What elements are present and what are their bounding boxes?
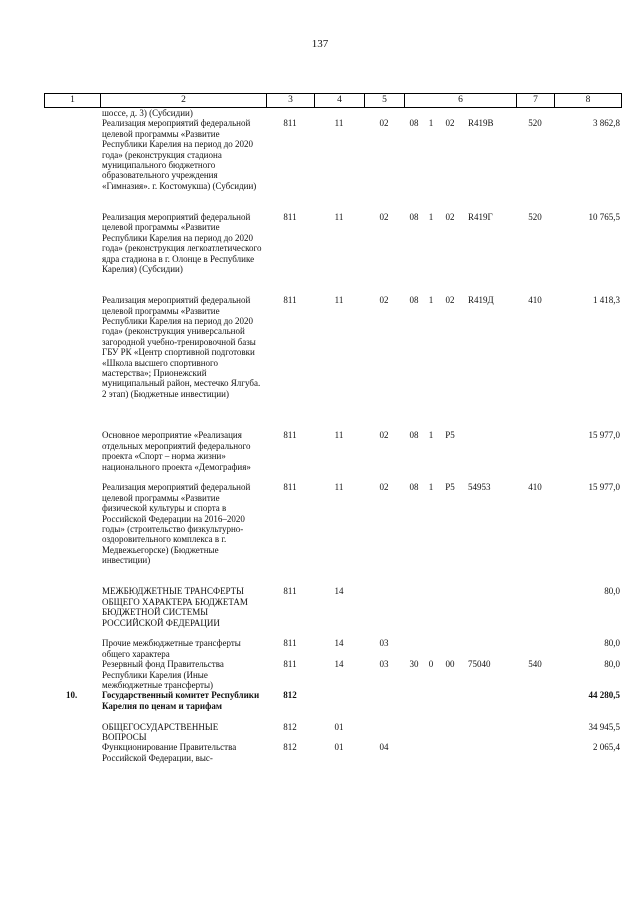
amount: 15 977,0 — [588, 430, 620, 441]
table-row — [44, 118, 622, 212]
expense-type-code: 410 — [528, 295, 542, 306]
ministry-code: 811 — [283, 659, 297, 670]
target-article-part-3: 02 — [445, 295, 455, 306]
target-article-part-4 — [462, 722, 516, 743]
table-row — [44, 586, 622, 638]
section-code: 14 — [334, 638, 344, 649]
header-col-5: 5 — [364, 94, 404, 107]
section-code: 01 — [334, 721, 344, 732]
target-article-part-1: 08 — [409, 482, 419, 493]
target-article-part-1 — [404, 638, 424, 659]
target-article-part-3 — [438, 742, 462, 763]
section-code: 11 — [334, 295, 344, 306]
row-name: ОБЩЕГОСУДАРСТВЕННЫЕ ВОПРОСЫ — [102, 721, 219, 742]
target-article-part-3: P5 — [445, 430, 455, 441]
subsection-code: 02 — [379, 295, 389, 306]
row-name: Государственный комитет Республики Карелия по ценам и тарифам — [102, 690, 260, 711]
table-row — [44, 295, 622, 430]
page-number: 137 — [311, 38, 329, 50]
table-row — [44, 690, 622, 721]
row-name: Функционирование Правительства Российской Федерации, выс- — [102, 742, 237, 763]
subsection-code — [364, 108, 404, 118]
target-article-part-1 — [404, 722, 424, 743]
header-col-7: 7 — [516, 94, 554, 107]
subsection-code: 03 — [379, 659, 389, 670]
expense-type-code — [516, 430, 554, 482]
target-article-part-2 — [424, 722, 438, 743]
amount: 10 765,5 — [588, 211, 620, 222]
ministry-code: 811 — [283, 295, 297, 306]
expense-type-code: 410 — [528, 482, 542, 493]
header-col-1: 1 — [44, 94, 100, 107]
ministry-code: 811 — [283, 482, 297, 493]
row-name: шоссе, д. 3) (Субсидии) — [102, 108, 193, 118]
target-article-part-1: 08 — [409, 295, 419, 306]
target-article-part-2: 0 — [428, 659, 434, 670]
amount: 3 862,8 — [593, 118, 620, 129]
target-article-part-3 — [438, 586, 462, 638]
section-code: 01 — [334, 742, 344, 753]
target-article-part-3 — [438, 722, 462, 743]
target-article-part-4 — [462, 586, 516, 638]
header-col-4: 4 — [314, 94, 364, 107]
target-article-part-2 — [424, 108, 438, 118]
expense-type-code: 540 — [528, 659, 542, 670]
row-number — [44, 722, 100, 743]
header-col-3: 3 — [266, 94, 314, 107]
table-row — [44, 742, 622, 763]
subsection-code — [364, 690, 404, 721]
target-article-part-2 — [424, 638, 438, 659]
amount: 15 977,0 — [588, 482, 620, 493]
header-col-2: 2 — [100, 94, 266, 107]
target-article-part-1 — [404, 742, 424, 763]
row-number — [44, 118, 100, 212]
row-number — [44, 482, 100, 586]
target-article-part-1 — [404, 108, 424, 118]
amount: 44 280,5 — [588, 690, 620, 701]
target-article-part-3 — [438, 638, 462, 659]
target-article-part-1 — [404, 690, 424, 721]
target-article-part-3: 02 — [445, 118, 455, 129]
section-code: 11 — [334, 430, 344, 441]
expense-type-code: 520 — [528, 118, 542, 129]
row-number — [44, 742, 100, 763]
subsection-code — [364, 722, 404, 743]
target-article-part-4: R419Г — [468, 211, 493, 222]
expense-type-code — [516, 586, 554, 638]
row-number — [44, 212, 100, 295]
subsection-code: 02 — [379, 430, 389, 441]
target-article-part-4: 75040 — [468, 659, 491, 670]
target-article-part-3: P5 — [445, 482, 455, 493]
expense-type-code — [516, 722, 554, 743]
target-article-part-2: 1 — [428, 118, 434, 129]
target-article-part-1: 08 — [409, 118, 419, 129]
target-article-part-2 — [424, 586, 438, 638]
row-number — [44, 430, 100, 482]
target-article-part-4 — [462, 742, 516, 763]
section-code: 11 — [334, 118, 344, 129]
target-article-part-4 — [462, 430, 516, 482]
subsection-code: 02 — [379, 211, 389, 222]
amount — [554, 108, 622, 118]
row-number — [44, 638, 100, 659]
expense-type-code — [516, 108, 554, 118]
table-row — [44, 638, 622, 659]
expense-type-code — [516, 638, 554, 659]
section-code — [314, 108, 364, 118]
target-article-part-4: R419В — [468, 118, 494, 129]
row-number — [44, 659, 100, 690]
target-article-part-2: 1 — [428, 211, 434, 222]
ministry-code — [266, 108, 314, 118]
target-article-part-2: 1 — [428, 482, 434, 493]
target-article-part-4: 54953 — [468, 482, 491, 493]
amount: 1 418,3 — [593, 295, 620, 306]
table-row — [44, 659, 622, 690]
table-body — [44, 108, 622, 763]
target-article-part-4 — [462, 108, 516, 118]
target-article-part-4 — [462, 638, 516, 659]
header-col-6: 6 — [404, 94, 516, 107]
amount: 80,0 — [604, 659, 620, 670]
subsection-code — [364, 586, 404, 638]
subsection-code: 03 — [379, 638, 389, 649]
row-number — [44, 108, 100, 118]
ministry-code: 811 — [283, 638, 297, 649]
row-name: Основное мероприятие «Реализация отдельных мероприятий федерального проекта «Спорт – норма жизни» национального проекта «Демография» — [102, 430, 251, 472]
amount: 80,0 — [604, 586, 620, 597]
row-number: 10. — [66, 690, 78, 701]
table-row — [44, 108, 622, 118]
ministry-code: 811 — [283, 118, 297, 129]
target-article-part-1: 30 — [409, 659, 419, 670]
section-code: 14 — [334, 586, 344, 597]
target-article-part-4 — [462, 690, 516, 721]
row-name: Резервный фонд Правительства Республики Карелия (Иные межбюджетные трансферты) — [102, 659, 224, 690]
expense-type-code: 520 — [528, 211, 542, 222]
subsection-code: 02 — [379, 118, 389, 129]
table-row — [44, 722, 622, 743]
table-row — [44, 430, 622, 482]
expense-type-code — [516, 690, 554, 721]
target-article-part-3 — [438, 108, 462, 118]
row-name: Реализация мероприятий федеральной целевой программы «Развитие физической культуры и спорта в Российской Федерации на 2016–2020 годы» (строительство физкультурно-оздоровительного комплекса в г. Медвежьегорске) (Бюджетные инвестиции) — [102, 482, 251, 566]
target-article-part-3: 00 — [445, 659, 455, 670]
target-article-part-1 — [404, 586, 424, 638]
row-number — [44, 586, 100, 638]
amount: 34 945,5 — [588, 721, 620, 732]
ministry-code: 812 — [283, 721, 297, 732]
row-number — [44, 295, 100, 430]
section-code — [314, 690, 364, 721]
target-article-part-2: 1 — [428, 295, 434, 306]
amount: 2 065,4 — [593, 742, 620, 753]
ministry-code: 811 — [283, 211, 297, 222]
target-article-part-2 — [424, 742, 438, 763]
section-code: 11 — [334, 482, 344, 493]
target-article-part-2: 1 — [428, 430, 434, 441]
budget-table — [44, 93, 622, 763]
expense-type-code — [516, 742, 554, 763]
target-article-part-4: R419Д — [468, 295, 494, 306]
target-article-part-3 — [438, 690, 462, 721]
row-name: МЕЖБЮДЖЕТНЫЕ ТРАНСФЕРТЫ ОБЩЕГО ХАРАКТЕРА БЮДЖЕТАМ БЮДЖЕТНОЙ СИСТЕМЫ РОССИЙСКОЙ ФЕДЕРАЦИИ — [102, 586, 248, 628]
row-name: Реализация мероприятий федеральной целевой программы «Развитие Республики Карелия на период до 2020 года» (реконструкция легкоатлетического ядра стадиона в г. Олонце в Республике Карелия) (Субсидии) — [102, 211, 262, 275]
row-name: Прочие межбюджетные трансферты общего характера — [102, 638, 241, 659]
table-row — [44, 212, 622, 295]
ministry-code: 812 — [283, 690, 297, 701]
table-row — [44, 482, 622, 586]
target-article-part-3: 02 — [445, 211, 455, 222]
section-code: 11 — [334, 211, 344, 222]
target-article-part-2 — [424, 690, 438, 721]
subsection-code: 02 — [379, 482, 389, 493]
target-article-part-1: 08 — [409, 430, 419, 441]
section-code: 14 — [334, 659, 344, 670]
amount: 80,0 — [604, 638, 620, 649]
subsection-code: 04 — [379, 742, 389, 753]
target-article-part-1: 08 — [409, 211, 419, 222]
table-header — [44, 93, 622, 108]
header-col-8: 8 — [554, 94, 622, 107]
row-name: Реализация мероприятий федеральной целевой программы «Развитие Республики Карелия на период до 2020 года» (реконструкция стадиона муниципального бюджетного образовательного учреждения «Гимназия». г. Костомукша) (Субсидии) — [102, 118, 257, 191]
ministry-code: 811 — [283, 586, 297, 597]
ministry-code: 811 — [283, 430, 297, 441]
ministry-code: 812 — [283, 742, 297, 753]
row-name: Реализация мероприятий федеральной целевой программы «Развитие Республики Карелия на период до 2020 года» (реконструкция универсальной загородной учебно-тренировочной базы ГБУ РК «Центр спортивной подготовки «Школа высшего спортивного мастерства»; Прионежский муниципальный район, местечко Ялгуба. 2 этап) (Бюджетные инвестиции) — [102, 295, 261, 399]
